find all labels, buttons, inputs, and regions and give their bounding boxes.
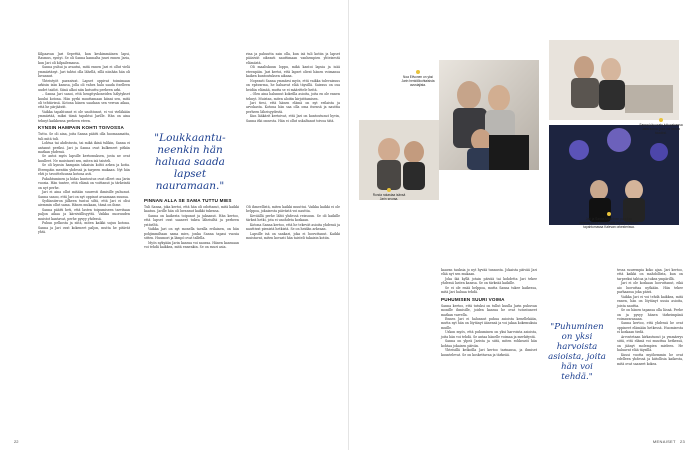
paragraph: Jari ei aina ollut mitään suuresti ihmisille puhunut. Sanna sanoo, että Jari on nyt oppinut avaamaan suunsa.	[38, 190, 130, 199]
right-col-2	[617, 268, 683, 366]
right-page	[348, 0, 696, 450]
paragraph: Se ei ole enää helppoa, mutta Sanna tukee kaikessa, mitä Jari haluaa tehdä.	[441, 285, 537, 295]
caption-marker	[416, 70, 420, 74]
stage-photo	[549, 125, 679, 225]
paragraph: Joka ikä kyllä jotain päivää tai kohdetta Jari tekee yhdessä lasten kanssa. Se on tärkeää kaikille.	[441, 276, 537, 286]
paragraph: Oli maaliskuun loppu, mikä kantoi lapsia ja isää eteenpäin. Jari kertoi, että lapset olivat hänen voimansa kaiken kuntoutuksen aikana.	[246, 65, 340, 79]
paragraph: Jari tiesi, että hänen elämä on nyt erilaista ja arvokasta. Kotona hän saa olla oma itsensä ja nauttia perheen läheisyydestä.	[246, 100, 340, 114]
left-col-1	[38, 52, 130, 235]
paragraph: Se on hänen tapansa olla läsnä. Perhe on ja pysyy hänen tärkeimpänä voimavaranaan.	[617, 308, 683, 321]
paragraph: Kotona Sanna kertoo, että he tekevät asioita yhdessä ja nauttivat pienistä hetkistä. Se on heidän arkeaan.	[246, 222, 340, 232]
paragraph: Nopeasti Sanna ymmärsi myös, että vaikka tulevaisuus on epävarma, he haluavat elää täysillä. Sairaus on osa heidän elämää, mutta se ei määrittele heitä.	[246, 78, 340, 92]
page-number: 23	[679, 439, 685, 444]
paragraph: Pakahtuminen ja hidas kuntoutus ovat olleet osa Jarin vuosia. Hän tuntee, että elämä on voittanut ja tärkeintä on nyt perhe.	[38, 176, 130, 190]
paragraph: Ennen Jari ei halunnut puhua asioista kenellekään, mutta nyt hän on löytänyt äänensä ja voi jakaa kokemuksia muille.	[441, 317, 537, 330]
paragraph: Sanna kertoo, että tutuksi on tullut kuulla Jarin puhuvan monille ihmisille, joiden kanssa he ovat tutustuneet matkan varrella.	[441, 303, 537, 317]
caption-2	[639, 118, 683, 135]
paragraph: Puhun pelkosta ja siitä, miten kaikki sujuu kotona. Sanna ja Jari ovat kokeneet paljon, mutta he pitävät yhtä.	[38, 221, 130, 235]
paragraph: – Sanna Jari sanoi, että hengityskoneiden hälytykset kuului kotona. Hän pyrki muuttamaan kiinni sen, mitä oli tehtävissä. Kotona hänen saadaan sen verran aikaa, että he pärjäävät.	[38, 92, 130, 110]
left-col-2	[246, 52, 340, 123]
caption-marker	[607, 212, 611, 216]
paragraph: Uskon myös, että puhuminen on yksi harvoista asioista, joita hän voi tehdä. Se antaa hänelle voimaa ja merkitystä.	[441, 330, 537, 339]
paragraph: Se antoi myös lapsille kertomuksen, josta ne ovat kuulleet. Ne muistavat sen, miten isä taisteli.	[38, 154, 130, 163]
photo-collage	[349, 40, 679, 240]
paragraph: Sydänsiirron jälkeen tuntui siltä, että Jari ei olisi aiemmin ollut sama. Hänen mukaan, tämä on ihme.	[38, 199, 130, 208]
left-col-3	[246, 205, 340, 241]
paragraph: Oli ihmeellistä, miten kaikki muuttui. Vaikka kaikki ei ole helppoa, jokaisesta päivästä voi nauttia.	[246, 205, 340, 214]
paragraph: Sanna päätti heti, että lasten toipumiseen tarvitaan paljon aikaa ja kärsivällisyyttä. Vaikka nuoruuden muistot kantavat, perhe pysyy yhdessä.	[38, 207, 130, 221]
paragraph: Sanna kertoo, että yhdessä he ovat oppineet elämään hetkessä. Huomisesta ei koskaan tiedä.	[617, 321, 683, 335]
caption-text: Ronda rakastaa isänsä Jarin seuraa.	[372, 193, 406, 201]
paragraph: Kun lääkärit kertoivat, että Jari on kuntoutunut hyvin, Sanna itki onnesta. Hän ei ollut uskaltanut toivoa tätä.	[246, 114, 340, 123]
pull-quote: "Loukkaantu-neenkin hän haluaa saada lapset nauramaan."	[154, 132, 226, 192]
paragraph: Se oli kynsin hampain takaisin kohti arkea ja kotia. Eteenpäin mentiin yhdessä ja tarpeen mukaan. Nyt hän ehti jo tavoitteluunsa kotona asti.	[38, 163, 130, 177]
paragraph: Arvostetaan kirkastunut ja ymmärrys siitä, että elämä voi muuttua hetkessä, on jäänyt molempien mieleen. He haluavat elää täysillä.	[617, 334, 683, 353]
paragraph: Sanna puhui ja avautui, mitä ennen Jari ei ollut vielä ymmärtänyt. Jari tahtoi olla lähellä, sillä niinhän hän oli luvannut.	[38, 65, 130, 79]
paragraph: Yhteisillä keikoilla Jari kertoo tarinansa, ja ihmiset kuuntelevat. Se on koskettavaa ja tärkeää.	[441, 348, 537, 357]
magazine-name: MENAISET	[652, 439, 676, 444]
paragraph: Tuttu. Se oli aina, joita Sanna päätti olla huomaamatta, tuli mitä tuli.	[38, 132, 130, 141]
caption-marker	[387, 188, 391, 192]
paragraph: Sanna on kaikesta toipunut ja jaksanut. Hän kertoo, että lapset ovat saaneet tukea läheisiltä ja perheen ystäviltä.	[144, 213, 239, 227]
left-col-2b	[144, 196, 340, 205]
paragraph: Vaikka Jari on nyt monella tavalla erilainen, on hän pohjimmiltaan sama mies, jonka Sanna tapasi vuosia sitten. Huumori ja lämpö ovat tallella.	[144, 227, 239, 241]
caption-1	[401, 70, 435, 87]
paragraph: Yhteistyöt paranivat. Lapset oppivat toimimaan arkisin isän kanssa, jolla oli vahva halu saada itselleen uudet taidot. Siinä alkoi niin kutsuttu perheen arki.	[38, 78, 130, 92]
paragraph: tessa suurempia koko ajan. Jari kertoo, että kaikki on mahdollista, kun on tarpeeksi tahtoa ja tukea ympärillä.	[617, 268, 683, 281]
paragraph: kaavan tauksia jo nyt hyvää tunnusta. Jokaista päivää Jari elää nyt sen mukaan.	[441, 268, 537, 277]
caption-4	[579, 212, 639, 229]
paragraph: rina ja pahuutta sain olla, kun isä tuli kotiin ja lapset pääsivät oikeasti nauttimaan vanhempien yhteisestä elämästä.	[246, 52, 340, 65]
paragraph: Kuusi vuotta myöhemmin he ovat edelleen yhdessä ja kiitollisia kaikesta, mitä ovat saaneet kokea.	[617, 352, 683, 366]
magazine-footer	[653, 439, 685, 444]
left-col-2c	[144, 205, 239, 250]
paragraph: Vaikka tapahtunut ei ole unohtunut, ei voi vieläkään ymmärtää, miksi tämä tapahtui Jarille. Hän on aina tehnyt kaikkensa perheen eteen.	[38, 109, 130, 123]
section-heading: PINNAN ALLA SE SAMA TUTTU MIES	[144, 198, 232, 203]
paragraph: Tuli Sanna, joka kertoi, että hän oli odottanut, mitä kaikki kaatuu. Jarille hän oli luvannut kaikki tukensa.	[144, 205, 239, 214]
paragraph: Myös nykyään Jarin kanssa voi nauraa. Hänen kanssaan voi tehdä kaikkea, mitä ennenkin. Se on suuri asia.	[144, 240, 239, 250]
caption-text: Noa Elfvonen on yksi Jarin henkilökohtaisista avustajista.	[401, 75, 435, 87]
paragraph: Jari ei ole koskaan luovuttanut, eikä aio luovuttaa nytkään. Hän tekee parhaansa joka päivä.	[617, 281, 683, 295]
paragraph: Lapsille isä on sankari, joka ei luovuttanut. Kaikki muistavat, miten kovasti hän taisteli takaisin kotiin.	[246, 231, 340, 241]
section-heading: KYNSIN HAMPAIN KOHTI TOIVOSSA	[38, 125, 125, 131]
caption-text: Jari ja Sanna Manninen puhuivat tammikuussa Hyvinkäällä Kuopion Sydän-tapahtumassa Kalevan orkesterissa.	[579, 217, 639, 229]
section-heading: PUHUMISEN SUURI VOIMA	[441, 296, 505, 302]
right-col-1	[441, 268, 537, 357]
caption-3	[371, 188, 407, 201]
paragraph: Kilpaavan Jari Sepettiä, kun keskimmäinen lapsi, Rasmus, syntyi. Se oli Sanna kannalta juuri ennen Jaria, kun Jari oli kilpailemassa.	[38, 52, 130, 65]
caption-marker	[659, 118, 663, 122]
couple-photo	[549, 40, 679, 120]
pull-quote: "Puhuminen on yksi harvoista asioista, joita hän voi tehdä."	[548, 322, 606, 382]
paragraph: Lohtua tai ahdistusta, tai mikä ikinä tulikin, Sanna ei antanut periksi. Jari ja Sanna ovat kulkeneet pitkän matkan yhdessä.	[38, 141, 130, 155]
paragraph: Vaikka Jari ei voi tehdä kaikkea, mitä ennen, hän on löytänyt uusia asioita, joista nauttia.	[617, 294, 683, 308]
paragraph: – Olen aina halunnut kokeilla asioita, joita en ole ennen tehnyt. Muistan, miten aloitin kirjoittamisen.	[246, 92, 340, 101]
paragraph: Sanna on ylpeä Jarista ja siitä, miten rohkeasti hän kohtaa jokaisen päivän.	[441, 339, 537, 348]
family-photo	[439, 60, 539, 170]
page-number: 22	[14, 439, 19, 444]
paragraph: Keväällä perhe lähti yhdessä reissuun. Se oli kaikille tärkeä hetki, jota ei unohdeta koskaan.	[246, 213, 340, 223]
caption-text: Sanna käy usein juttupainessa Jarin luona, joka voi kertoa tauoiksi.	[639, 123, 683, 135]
